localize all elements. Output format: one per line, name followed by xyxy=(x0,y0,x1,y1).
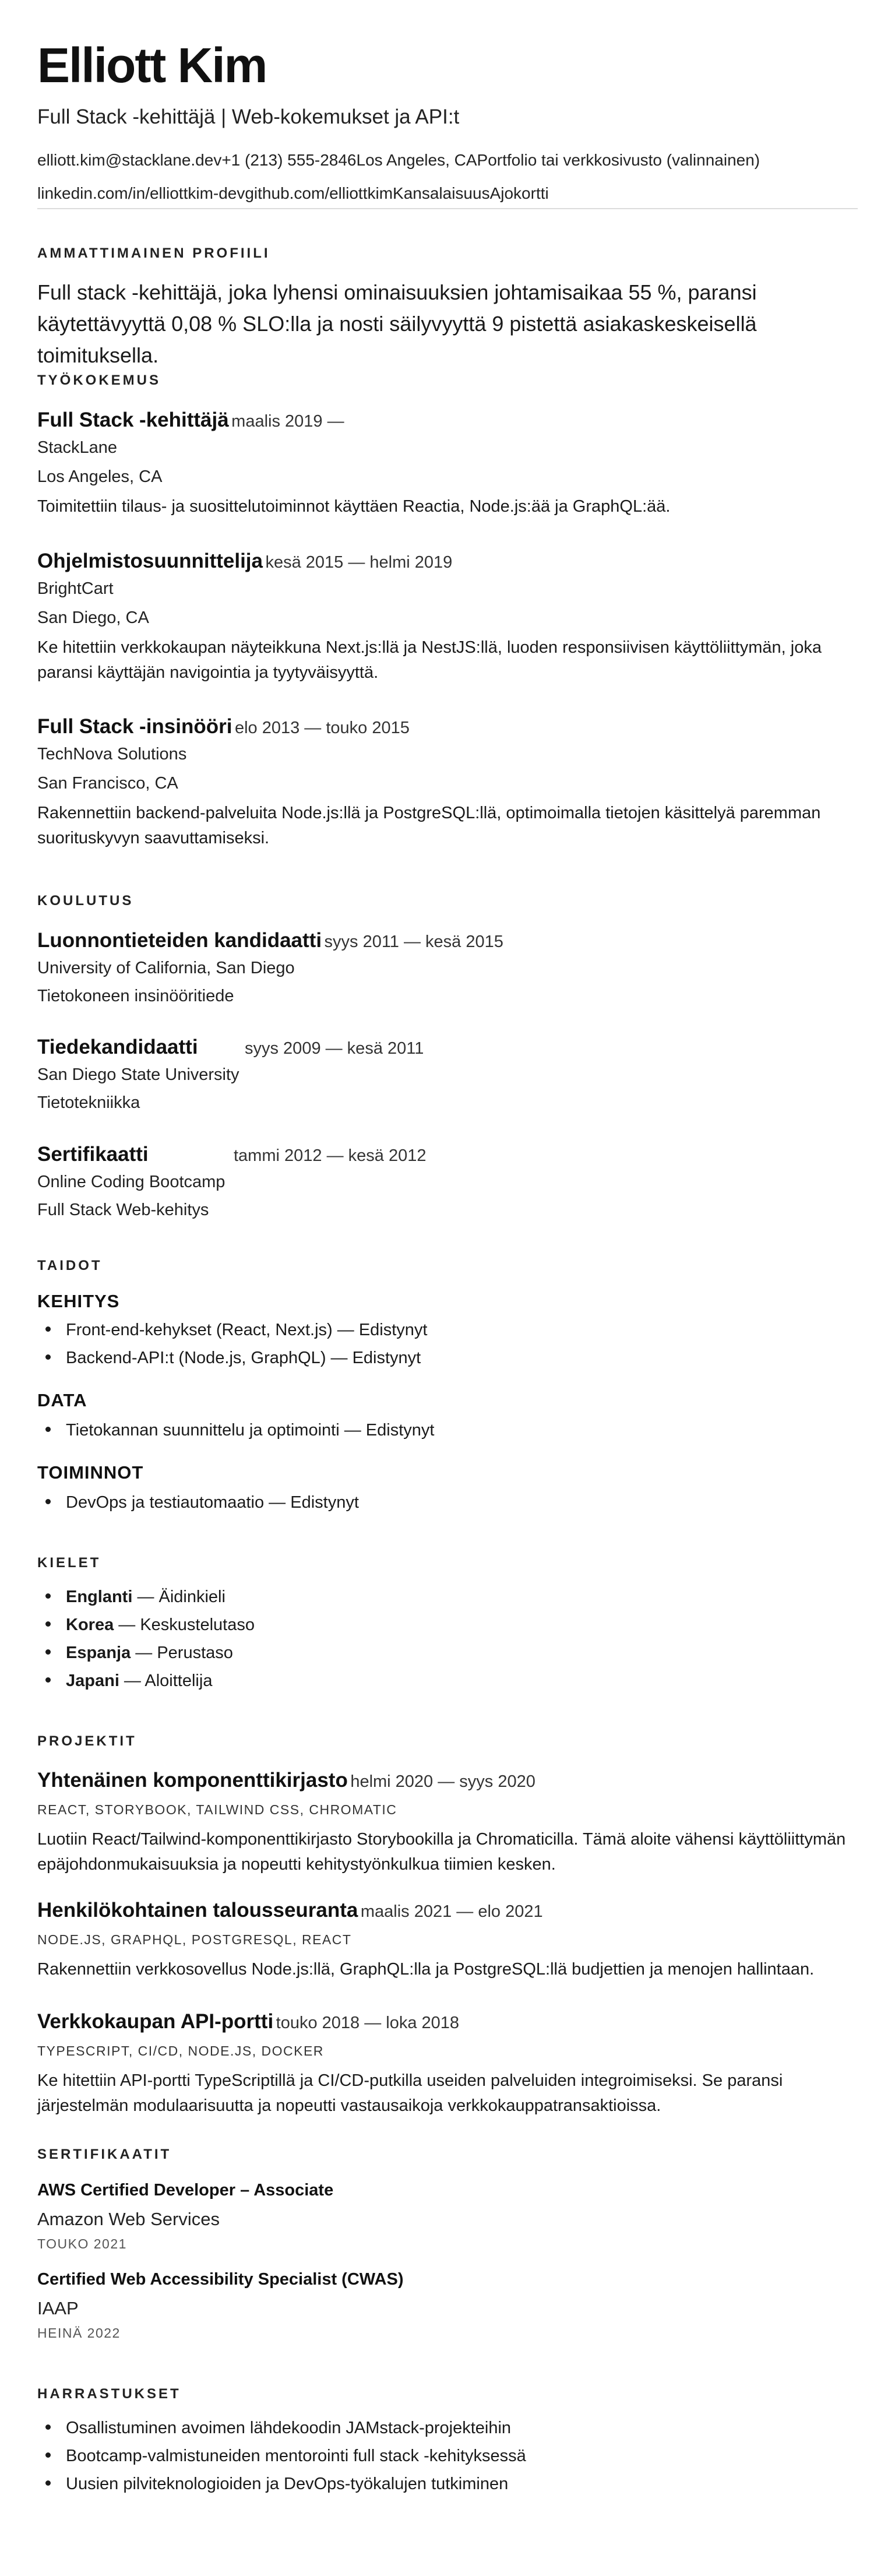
contact-portfolio[interactable]: Portfolio tai verkkosivusto (valinnainen) xyxy=(477,151,760,169)
degree-title: Sertifikaatti xyxy=(37,1143,149,1166)
contact-license: Ajokortti xyxy=(489,184,549,202)
language-item: Espanja — Perustaso xyxy=(37,1643,233,1663)
cert-name: AWS Certified Developer – Associate xyxy=(37,2181,334,2200)
contact-email[interactable]: elliott.kim@stacklane.dev xyxy=(37,151,222,169)
project-description: Luotiin React/Tailwind-komponenttikirjasto Storybookilla ja Chromaticilla. Tämä aloite vähensi käyttöliittymän epäjohdonmukaisuuksia ja nopeutti kehitystyönkulkua tiimien kesken. xyxy=(37,1830,846,1874)
job-dates: maalis 2019 — xyxy=(231,412,344,431)
project-entry-head xyxy=(37,2010,459,2034)
job-company: BrightCart xyxy=(37,579,114,598)
project-description: Rakennettiin verkkosovellus Node.js:llä, GraphQL:lla ja PostgreSQL:llä budjettien ja menojen hallintaan. xyxy=(37,1960,815,1979)
job-description: Toimitettiin tilaus- ja suosittelutoiminnot käyttäen Reactia, Node.js:ää ja GraphQL:ää. xyxy=(37,497,671,516)
project-dates: helmi 2020 — syys 2020 xyxy=(350,1772,535,1791)
section-title-experience: TYÖKOKEMUS xyxy=(37,372,161,388)
job-dates: kesä 2015 — helmi 2019 xyxy=(265,553,453,572)
cert-issuer: IAAP xyxy=(37,2298,79,2318)
section-title-education: KOULUTUS xyxy=(37,893,134,909)
job-description: Ke hitettiin verkkokaupan näyteikkuna Next.js:llä ja NestJS:llä, luoden responsiivisen käyttöliittymän, joka paransi käyttäjän navigointia ja tyytyväisyyttä. xyxy=(37,638,822,682)
job-title: Full Stack -insinööri xyxy=(37,715,232,738)
education-entry-head xyxy=(37,1142,426,1167)
language-item: Englanti — Äidinkieli xyxy=(37,1587,225,1607)
contact-line-1 xyxy=(37,150,760,170)
hobby-item: Uusien pilviteknologioiden ja DevOps-työkalujen tutkiminen xyxy=(37,2474,508,2494)
project-name: Verkkokaupan API-portti xyxy=(37,2010,274,2033)
contact-linkedin[interactable]: linkedin.com/in/elliottkim-dev xyxy=(37,184,245,202)
skill-item: Front-end-kehykset (React, Next.js) — Edistynyt xyxy=(37,1320,427,1340)
language-item: Japani — Aloittelija xyxy=(37,1671,212,1691)
skill-item: DevOps ja testiautomaatio — Edistynyt xyxy=(37,1493,359,1513)
candidate-tagline: Full Stack -kehittäjä | Web-kokemukset ja API:t xyxy=(37,105,460,128)
contact-phone[interactable]: +1 (213) 555-2846 xyxy=(221,151,357,169)
project-entry-head xyxy=(37,1768,535,1793)
contact-github[interactable]: github.com/elliottkim xyxy=(245,184,393,202)
cert-issuer: Amazon Web Services xyxy=(37,2209,220,2229)
project-tech: REACT, STORYBOOK, TAILWIND CSS, CHROMATIC xyxy=(37,1802,397,1817)
degree-title: Luonnontieteiden kandidaatti xyxy=(37,929,322,952)
experience-entry-head xyxy=(37,549,452,573)
project-description: Ke hitettiin API-portti TypeScriptillä ja CI/CD-putkilla useiden palveluiden integroimiseksi. Se paransi järjestelmän modulaarisuutta ja nopeutti vastausaikoja verkkokauppatransaktioissa. xyxy=(37,2071,783,2115)
degree-title: Tiedekandidaatti xyxy=(37,1036,198,1058)
experience-entry-head xyxy=(37,408,344,432)
section-title-skills: TAIDOT xyxy=(37,1258,103,1273)
project-dates: touko 2018 — loka 2018 xyxy=(276,2014,460,2032)
skill-item: Backend-API:t (Node.js, GraphQL) — Edistynyt xyxy=(37,1348,421,1368)
project-name: Henkilökohtainen talousseuranta xyxy=(37,1899,358,1922)
cert-name: Certified Web Accessibility Specialist (CWAS) xyxy=(37,2270,404,2289)
degree-dates: syys 2011 — kesä 2015 xyxy=(324,932,503,951)
job-title: Full Stack -kehittäjä xyxy=(37,409,229,431)
degree-field: Tietokoneen insinööritiede xyxy=(37,987,234,1005)
education-entry-head xyxy=(37,928,503,953)
contact-citizenship: Kansalaisuus xyxy=(393,184,490,202)
degree-field: Full Stack Web-kehitys xyxy=(37,1201,209,1219)
degree-field: Tietotekniikka xyxy=(37,1093,140,1112)
school-name: Online Coding Bootcamp xyxy=(37,1173,225,1191)
degree-dates: syys 2009 — kesä 2011 xyxy=(245,1039,424,1058)
job-location: San Francisco, CA xyxy=(37,774,178,793)
profile-summary: Full stack -kehittäjä, joka lyhensi ominaisuuksien johtamisaikaa 55 %, paransi käytettävyyttä 0,08 % SLO:lla ja nosti säilyvyyttä 9 pistettä asiakaskeskeisellä toimituksella. xyxy=(37,280,757,367)
job-company: StackLane xyxy=(37,438,118,457)
job-location: Los Angeles, CA xyxy=(37,467,163,486)
contact-location: Los Angeles, CA xyxy=(356,151,477,169)
project-dates: maalis 2021 — elo 2021 xyxy=(360,1902,543,1921)
skill-category: KEHITYS xyxy=(37,1291,120,1311)
project-tech: TYPESCRIPT, CI/CD, NODE.JS, DOCKER xyxy=(37,2043,324,2058)
language-item: Korea — Keskustelutaso xyxy=(37,1615,255,1635)
candidate-name: Elliott Kim xyxy=(37,38,267,93)
header-divider xyxy=(37,208,858,209)
job-company: TechNova Solutions xyxy=(37,745,187,763)
school-name: University of California, San Diego xyxy=(37,959,295,977)
project-entry-head xyxy=(37,1898,543,1923)
section-title-projects: PROJEKTIT xyxy=(37,1733,137,1749)
cert-date: TOUKO 2021 xyxy=(37,2236,127,2251)
job-location: San Diego, CA xyxy=(37,608,149,627)
section-title-languages: KIELET xyxy=(37,1555,101,1571)
job-dates: elo 2013 — touko 2015 xyxy=(234,719,410,737)
school-name: San Diego State University xyxy=(37,1065,239,1084)
section-title-profile: AMMATTIMAINEN PROFIILI xyxy=(37,245,270,261)
section-title-hobbies: HARRASTUKSET xyxy=(37,2386,181,2402)
job-description: Rakennettiin backend-palveluita Node.js:llä ja PostgreSQL:llä, optimoimalla tietojen käsittelyä paremman suorituskyvyn saavuttamiseksi. xyxy=(37,804,821,847)
cert-date: HEINÄ 2022 xyxy=(37,2325,121,2341)
hobby-item: Bootcamp-valmistuneiden mentorointi full stack -kehityksessä xyxy=(37,2446,526,2466)
skill-category: DATA xyxy=(37,1390,87,1410)
job-title: Ohjelmistosuunnittelija xyxy=(37,550,263,572)
education-entry-head xyxy=(37,1035,424,1060)
project-name: Yhtenäinen komponenttikirjasto xyxy=(37,1769,348,1792)
skill-category: TOIMINNOT xyxy=(37,1462,144,1483)
degree-dates: tammi 2012 — kesä 2012 xyxy=(234,1146,427,1165)
hobby-item: Osallistuminen avoimen lähdekoodin JAMstack-projekteihin xyxy=(37,2418,511,2438)
skill-item: Tietokannan suunnittelu ja optimointi — Edistynyt xyxy=(37,1420,434,1441)
contact-line-2 xyxy=(37,184,549,203)
section-title-certifications: SERTIFIKAATIT xyxy=(37,2146,172,2162)
project-tech: NODE.JS, GRAPHQL, POSTGRESQL, REACT xyxy=(37,1932,352,1947)
experience-entry-head xyxy=(37,715,410,739)
